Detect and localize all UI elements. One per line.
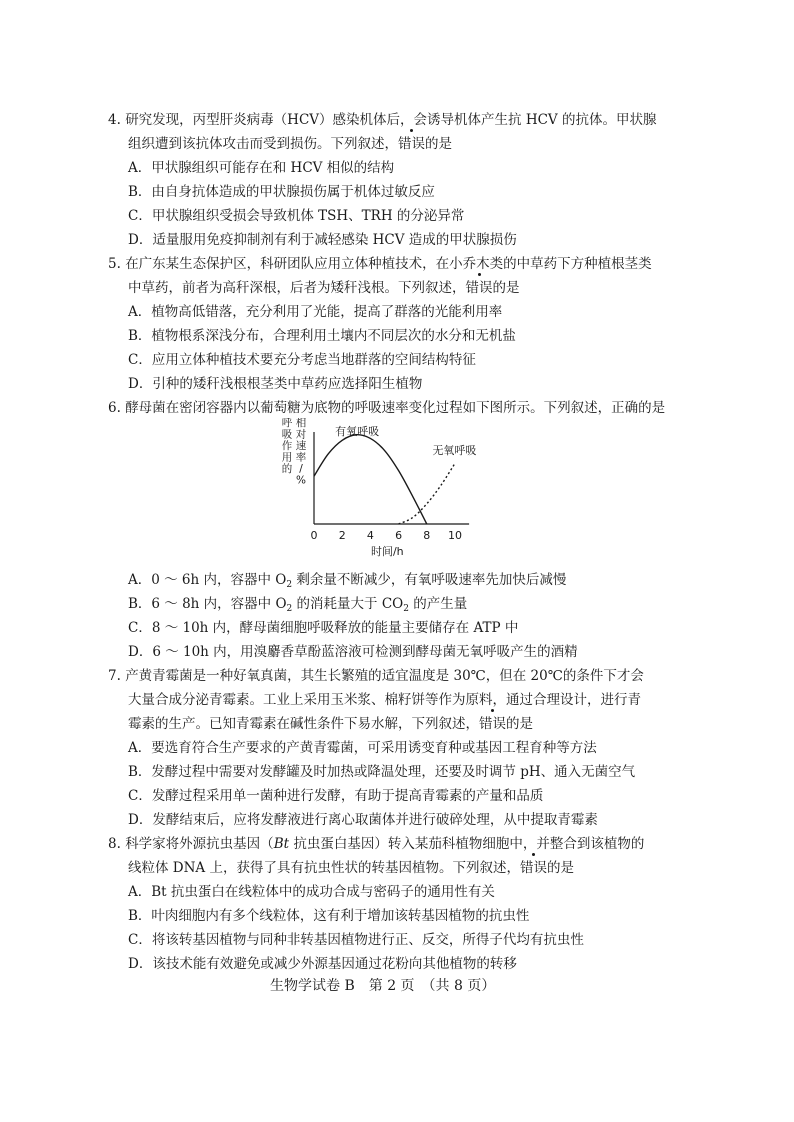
y-axis-label-col2: 速 <box>295 440 307 452</box>
q5-number: 5. <box>108 256 121 272</box>
q6-option-a-sub: 2 <box>286 580 293 590</box>
q8-stem-text2: 线粒体 DNA 上，获得了具有抗虫性状的转基因植物。下列叙述， <box>128 860 520 876</box>
aerobic-respiration-curve <box>314 435 427 524</box>
q7-option-a: A．要选育符合生产要求的产黄青霉菌，可采用诱变育种或基因工程育种等方法 <box>128 740 597 756</box>
q6-option-b-sub2: 2 <box>403 604 409 614</box>
y-axis-label-col1: 用 <box>281 451 293 464</box>
x-tick-label: 2 <box>338 529 346 542</box>
q5-option-d: D．引种的矮秆浅根根茎类中草药应选择阳生植物 <box>128 376 423 392</box>
q6-option-b-text3: 的产生量 <box>408 596 468 612</box>
q7-option-d: D．发酵结束后，应将发酵液进行离心取菌体并进行破碎处理，从中提取青霉素 <box>128 812 598 828</box>
q7-option-c: C．发酵过程采用单一菌种进行发酵，有助于提高青霉素的产量和品质 <box>128 788 544 804</box>
q8-bt-italic: Bt <box>273 836 290 852</box>
q8-stem-line1 <box>108 834 644 854</box>
x-tick-label: 4 <box>366 529 374 542</box>
respiration-rate-chart <box>270 418 510 560</box>
q8-stem-line2 <box>128 858 574 878</box>
q4-stem-text1: 研究发现，丙型肝炎病毒（HCV）感染机体后，会诱导机体产生抗 HCV 的抗体。甲状腺 <box>125 112 657 128</box>
q5-option-b: B．植物根系深浅分布，合理利用土壤内不同层次的水分和无机盐 <box>128 328 516 344</box>
q4-number: 4. <box>108 112 121 128</box>
q6-option-a-text1: A．0 ～ 6h 内，容器中 O <box>128 572 287 588</box>
q6-stem-line1 <box>108 398 665 418</box>
q5-emphasis-word: 错误 <box>465 280 493 296</box>
q4-option-b: B．由自身抗体造成的甲状腺损伤属于机体过敏反应 <box>128 184 435 200</box>
q6-option-d: D．6 ～ 10h 内，用溴麝香草酚蓝溶液可检测到酵母菌无氧呼吸产生的酒精 <box>128 644 578 660</box>
q5-stem-line2 <box>128 278 520 298</box>
q8-stem-text1b: 抗虫蛋白基因）转入某茄科植物细胞中，并整合到该植物的 <box>289 836 645 852</box>
y-axis-label-col1: 的 <box>281 463 293 475</box>
q7-option-b: B．发酵过程中需要对发酵罐及时加热或降温处理，还要及时调节 pH、通入无菌空气 <box>128 764 636 780</box>
q6-stem-text1: 酵母菌在密闭容器内以葡萄糖为底物的呼吸速率变化过程如下图所示。下列叙述，正确的是 <box>125 400 666 416</box>
q4-emphasis-word: 错误 <box>398 136 425 152</box>
page-footer: 生物学试卷 B 第 2 页 （共 8 页） <box>270 978 496 994</box>
q5-stem-tail: 的是 <box>492 280 520 296</box>
q6-option-a <box>128 570 566 590</box>
y-axis-label-col2: 相 <box>295 418 307 429</box>
q8-option-d: D．该技术能有效避免或减少外源基因通过花粉向其他植物的转移 <box>128 956 517 972</box>
y-axis-label-col2: 率 <box>295 451 307 464</box>
y-axis-label-col1: 呼 <box>281 418 293 429</box>
q6-option-b <box>128 594 467 614</box>
q5-option-c: C．应用立体种植技术要充分考虑当地群落的空间结构特征 <box>128 352 476 368</box>
q8-stem-text1: 科学家将外源抗虫基因（ <box>125 836 274 852</box>
q8-option-b: B．叶肉细胞内有多个线粒体，这有利于增加该转基因植物的抗虫性 <box>128 908 530 924</box>
y-axis-label-col1: 作 <box>281 440 293 452</box>
q4-stem-line2 <box>128 134 452 154</box>
chart-labels <box>282 418 477 558</box>
q4-option-c: C．甲状腺组织受损会导致机体 TSH、TRH 的分泌异常 <box>128 208 465 224</box>
q6-option-b-text1: B．6 ～ 8h 内，容器中 O <box>128 596 287 612</box>
q5-stem-text2: 中草药，前者为高秆深根，后者为矮秆浅根。下列叙述， <box>128 280 466 296</box>
q4-stem-text2: 组织遭到该抗体攻击而受到损伤。下列叙述， <box>128 136 398 152</box>
q4-stem-tail: 的是 <box>425 136 452 152</box>
q7-number: 7. <box>108 668 121 684</box>
q5-stem-text1: 在广东某生态保护区，科研团队应用立体种植技术，在小乔木类的中草药下方种植根茎类 <box>125 256 652 272</box>
q7-emphasis-word: 错误 <box>479 716 506 732</box>
series-label-aerobic: 有氧呼吸 <box>335 425 380 438</box>
q6-option-a-text2: 剩余量不断减少，有氧呼吸速率先加快后减慢 <box>292 572 567 588</box>
y-axis-label-col1: 吸 <box>281 428 293 441</box>
series-label-anaerobic: 无氧呼吸 <box>432 444 477 457</box>
y-axis-label-col2: % <box>296 474 306 487</box>
anaerobic-respiration-curve <box>399 463 455 524</box>
q6-number: 6. <box>108 400 121 416</box>
q7-stem-tail: 的是 <box>506 716 533 732</box>
q6-option-b-sub1: 2 <box>286 604 293 614</box>
q5-stem-line1 <box>108 254 652 274</box>
q4-option-a: A．甲状腺组织可能存在和 HCV 相似的结构 <box>128 160 395 176</box>
x-tick-label: 0 <box>310 529 318 542</box>
y-axis-label-col2: / <box>299 463 303 475</box>
q8-number: 8. <box>108 836 121 852</box>
q7-stem-text1: 产黄青霉菌是一种好氧真菌，其生长繁殖的适宜温度是 30℃，但在 20℃的条件下才会 <box>125 668 644 684</box>
q7-stem-line3 <box>128 714 533 734</box>
x-tick-label: 6 <box>395 529 403 542</box>
q8-option-a: A．Bt 抗虫蛋白在线粒体中的成功合成与密码子的通用性有关 <box>128 884 495 900</box>
q6-option-b-text2: 的消耗量大于 CO <box>292 596 404 612</box>
q8-option-c: C．将该转基因植物与同种非转基因植物进行正、反交，所得子代均有抗虫性 <box>128 932 584 948</box>
x-tick-label: 10 <box>448 529 462 542</box>
q8-emphasis-word: 错误 <box>519 860 547 876</box>
q4-stem-line1 <box>108 110 656 130</box>
x-axis-label: 时间/h <box>370 545 404 558</box>
q5-option-a: A．植物高低错落，充分利用了光能，提高了群落的光能利用率 <box>128 304 503 320</box>
q7-stem-line1 <box>108 666 644 686</box>
q4-option-d: D．适量服用免疫抑制剂有利于减轻感染 HCV 造成的甲状腺损伤 <box>128 232 517 248</box>
x-tick-label: 8 <box>423 529 431 542</box>
q7-stem-text3: 霉素的生产。已知青霉素在碱性条件下易水解，下列叙述， <box>128 716 479 732</box>
y-axis-label-col2: 对 <box>295 428 307 441</box>
q8-stem-tail: 的是 <box>546 860 574 876</box>
q6-option-c: C．8 ～ 10h 内，酵母菌细胞呼吸释放的能量主要储存在 ATP 中 <box>128 620 519 636</box>
q7-stem-line2: 大量合成分泌青霉素。工业上采用玉米浆、棉籽饼等作为原料，通过合理设计，进行青 <box>128 692 641 708</box>
